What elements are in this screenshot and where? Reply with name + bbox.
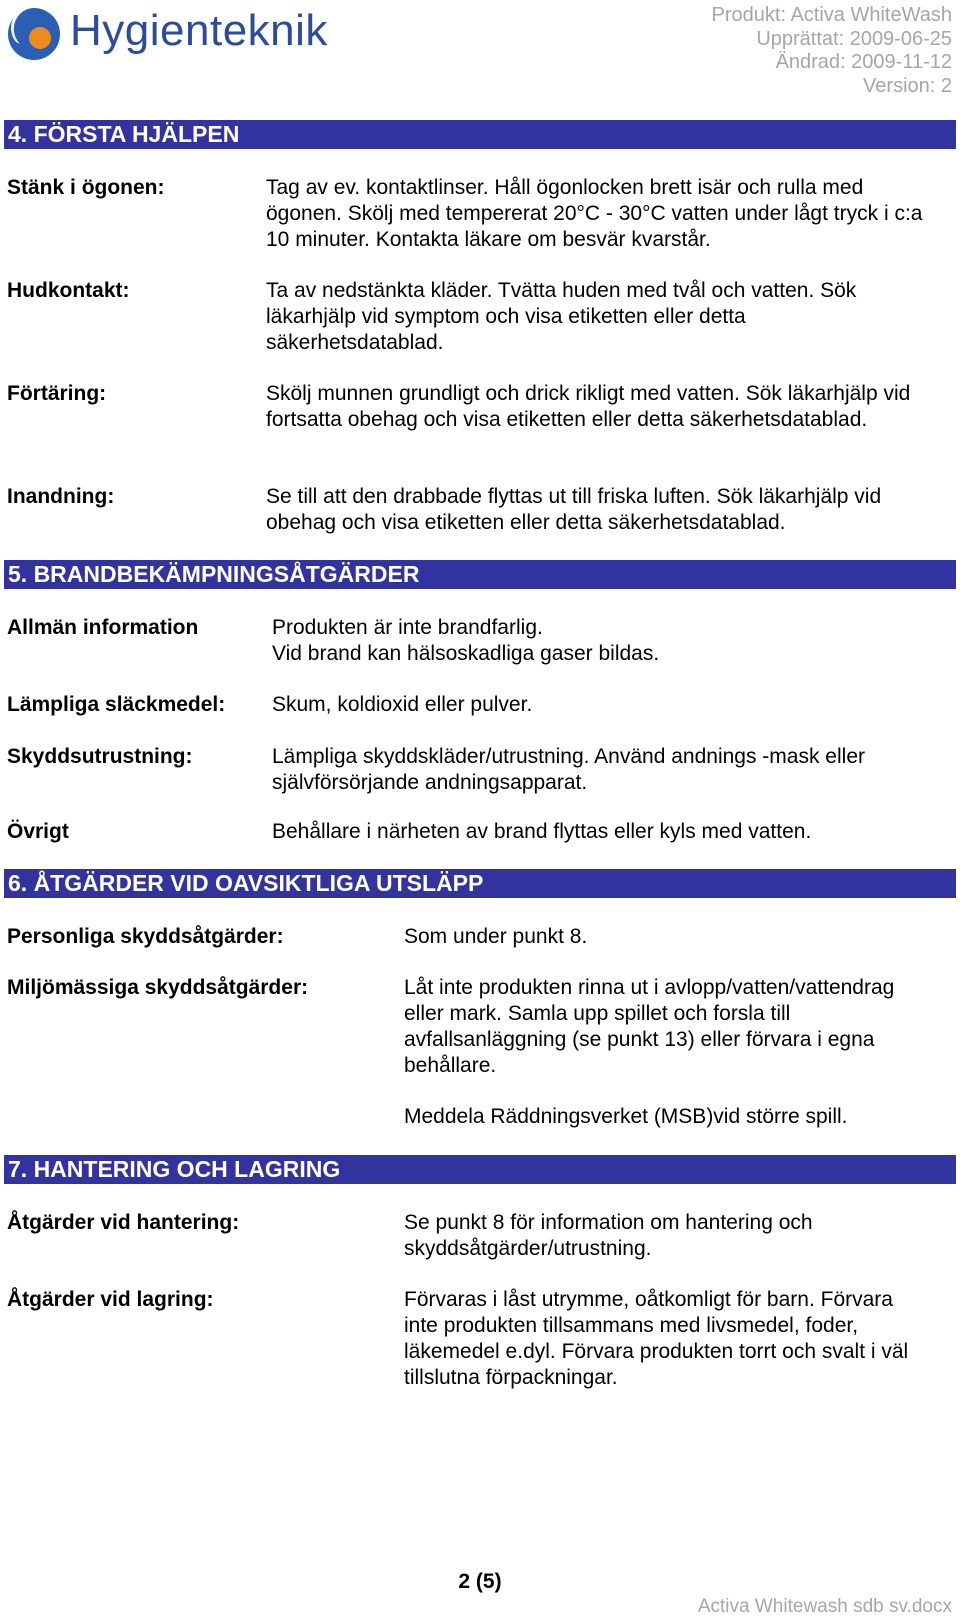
protective-equipment-text: Lämpliga skyddskläder/utrustning. Använd andnings -mask eller självförsörjande andningsapparat.	[272, 745, 865, 794]
logo-text: Hygienteknik	[70, 6, 328, 55]
general-info-label: Allmän information	[7, 616, 199, 639]
file-name: Activa Whitewash sdb sv.docx	[697, 1596, 952, 1617]
product-name: Produkt: Activa WhiteWash	[711, 4, 952, 26]
company-logo	[6, 2, 346, 64]
extinguishing-media-text: Skum, koldioxid eller pulver.	[272, 693, 533, 716]
document-meta	[712, 4, 952, 98]
version: Version: 2	[863, 74, 952, 97]
eyes-label: Stänk i ögonen:	[7, 176, 165, 199]
section-7-heading: 7. HANTERING OCH LAGRING	[4, 1155, 956, 1184]
ingestion-text: Skölj munnen grundligt och drick rikligt med vatten. Sök läkarhjälp vid fortsatta obehag och visa etiketten eller detta säkerhetsdatablad.	[266, 382, 911, 431]
other-label: Övrigt	[7, 820, 69, 843]
skin-label: Hudkontakt:	[7, 279, 130, 302]
general-info-line-1: Produkten är inte brandfarlig.	[272, 616, 543, 639]
inhalation-label: Inandning:	[7, 485, 115, 508]
handling-label: Åtgärder vid hantering:	[7, 1211, 240, 1234]
personal-precautions-text: Som under punkt 8.	[404, 925, 588, 948]
inhalation-text: Se till att den drabbade flyttas ut till friska luften. Sök läkarhjälp vid obehag och visa etiketten eller detta säkerhetsdatablad.	[266, 485, 882, 534]
section-6-heading: 6. ÅTGÄRDER VID OAVSIKTLIGA UTSLÄPP	[4, 869, 956, 898]
general-info-text	[272, 615, 932, 667]
skin-text: Ta av nedstänkta kläder. Tvätta huden med tvål och vatten. Sök läkarhjälp vid symptom och visa etiketten eller detta säkerhetsdatablad.	[266, 279, 857, 354]
changed-date: Ändrad: 2009-11-12	[775, 51, 952, 73]
section-4-heading: 4. FÖRSTA HJÄLPEN	[4, 120, 956, 149]
personal-precautions-label: Personliga skyddsåtgärder:	[7, 925, 284, 948]
storage-text: Förvaras i låst utrymme, oåtkomligt för barn. Förvara inte produkten tillsammans med livsmedel, foder, läkemedel e.dyl. Förvara produkten torrt och svalt i väl tillslutna förpackningar.	[404, 1288, 909, 1389]
created-date: Upprättat: 2009-06-25	[756, 27, 952, 50]
other-text: Behållare i närheten av brand flyttas eller kyls med vatten.	[272, 820, 812, 843]
protective-equipment-label: Skyddsutrustning:	[7, 745, 193, 768]
page-number: 2 (5)	[458, 1570, 502, 1593]
environmental-precautions-note: Meddela Räddningsverket (MSB)vid större spill.	[404, 1105, 848, 1128]
logo-mark-icon	[6, 4, 66, 64]
section-5-heading: 5. BRANDBEKÄMPNINGSÅTGÄRDER	[4, 560, 956, 589]
handling-text: Se punkt 8 för information om hantering och skyddsåtgärder/utrustning.	[404, 1211, 813, 1260]
eyes-text: Tag av ev. kontaktlinser. Håll ögonlocken brett isär och rulla med ögonen. Skölj med tempererat 20°C - 30°C vatten under lågt tryck i c:a 10 minuter. Kontakta läkare om besvär kvarstår.	[266, 176, 923, 251]
ingestion-label: Förtäring:	[7, 382, 107, 405]
environmental-precautions-text: Låt inte produkten rinna ut i avlopp/vatten/vattendrag eller mark. Samla upp spillet och forsla till avfallsanläggning (se punkt 13) eller förvara i egna behållare.	[404, 976, 895, 1077]
general-info-line-2: Vid brand kan hälsoskadliga gaser bildas.	[272, 642, 660, 665]
environmental-precautions-label: Miljömässiga skyddsåtgärder:	[7, 976, 309, 999]
extinguishing-media-label: Lämpliga släckmedel:	[7, 693, 226, 716]
storage-label: Åtgärder vid lagring:	[7, 1288, 214, 1311]
